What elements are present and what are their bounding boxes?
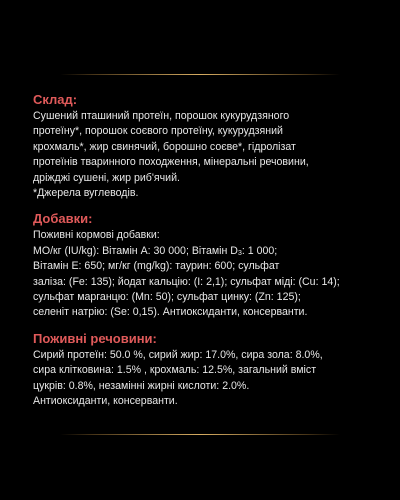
- composition-line: протеїнів тваринного походження, мінеральні речовини,: [33, 156, 309, 169]
- nutrients-line: Антиоксиданти, консерванти.: [33, 395, 178, 408]
- nutrients-section: [33, 330, 373, 410]
- additives-section: [33, 210, 373, 320]
- additives-vitamins-line: [33, 244, 373, 259]
- additives-line: селеніт натрію: (Se: 0,15). Антиоксиданти, консерванти.: [33, 306, 308, 319]
- top-gold-divider: [60, 74, 340, 75]
- additives-line: сульфат марганцю: (Mn: 50); сульфат цинку: (Zn: 125);: [33, 291, 301, 304]
- nutrition-label: [33, 91, 373, 410]
- additives-vitamin-text: МО/кг (IU/kg): Вітамін А: 30 000; Вітамін D: [33, 244, 238, 257]
- composition-footnote: *Джерела вуглеводів.: [33, 187, 139, 200]
- nutrients-line: цукрів: 0.8%, незамінні жирні кислоти: 2.0%.: [33, 379, 250, 392]
- nutrients-line: сира клітковина: 1.5% , крохмаль: 12.5%, загальний вміст: [33, 364, 317, 377]
- additives-heading: Добавки:: [33, 211, 93, 227]
- composition-line: Сушений пташиний протеїн, порошок кукурудзяного: [33, 110, 290, 122]
- additives-line: Поживні кормові добавки:: [33, 229, 160, 242]
- additives-line: Вітамін Е: 650; мг/кг (mg/kg): таурин: 600; сульфат: [33, 260, 280, 273]
- nutrients-line: Сирий протеїн: 50.0 %, сирий жир: 17.0%, сира зола: 8.0%,: [33, 348, 323, 361]
- additives-line: заліза: (Fe: 135); йодат кальцію: (I: 2,1); сульфат міді: (Cu: 14);: [33, 275, 340, 288]
- nutrients-heading: Поживні речовини:: [33, 330, 157, 346]
- composition-heading: Склад:: [33, 92, 78, 107]
- vitamin-d-subscript: 3: [237, 249, 242, 257]
- composition-line: протеїну*, порошок соєвого протеїну, кукурудзяний: [33, 125, 283, 138]
- composition-line: крохмаль*, жир свинячий, борошно соєве*, гідролізат: [33, 140, 296, 153]
- bottom-gold-divider: [60, 434, 340, 435]
- composition-section: [33, 91, 373, 201]
- composition-line: дріжджі сушені, жир риб'ячий.: [33, 171, 180, 184]
- additives-vitamin-d-value: : 1 000;: [241, 244, 278, 257]
